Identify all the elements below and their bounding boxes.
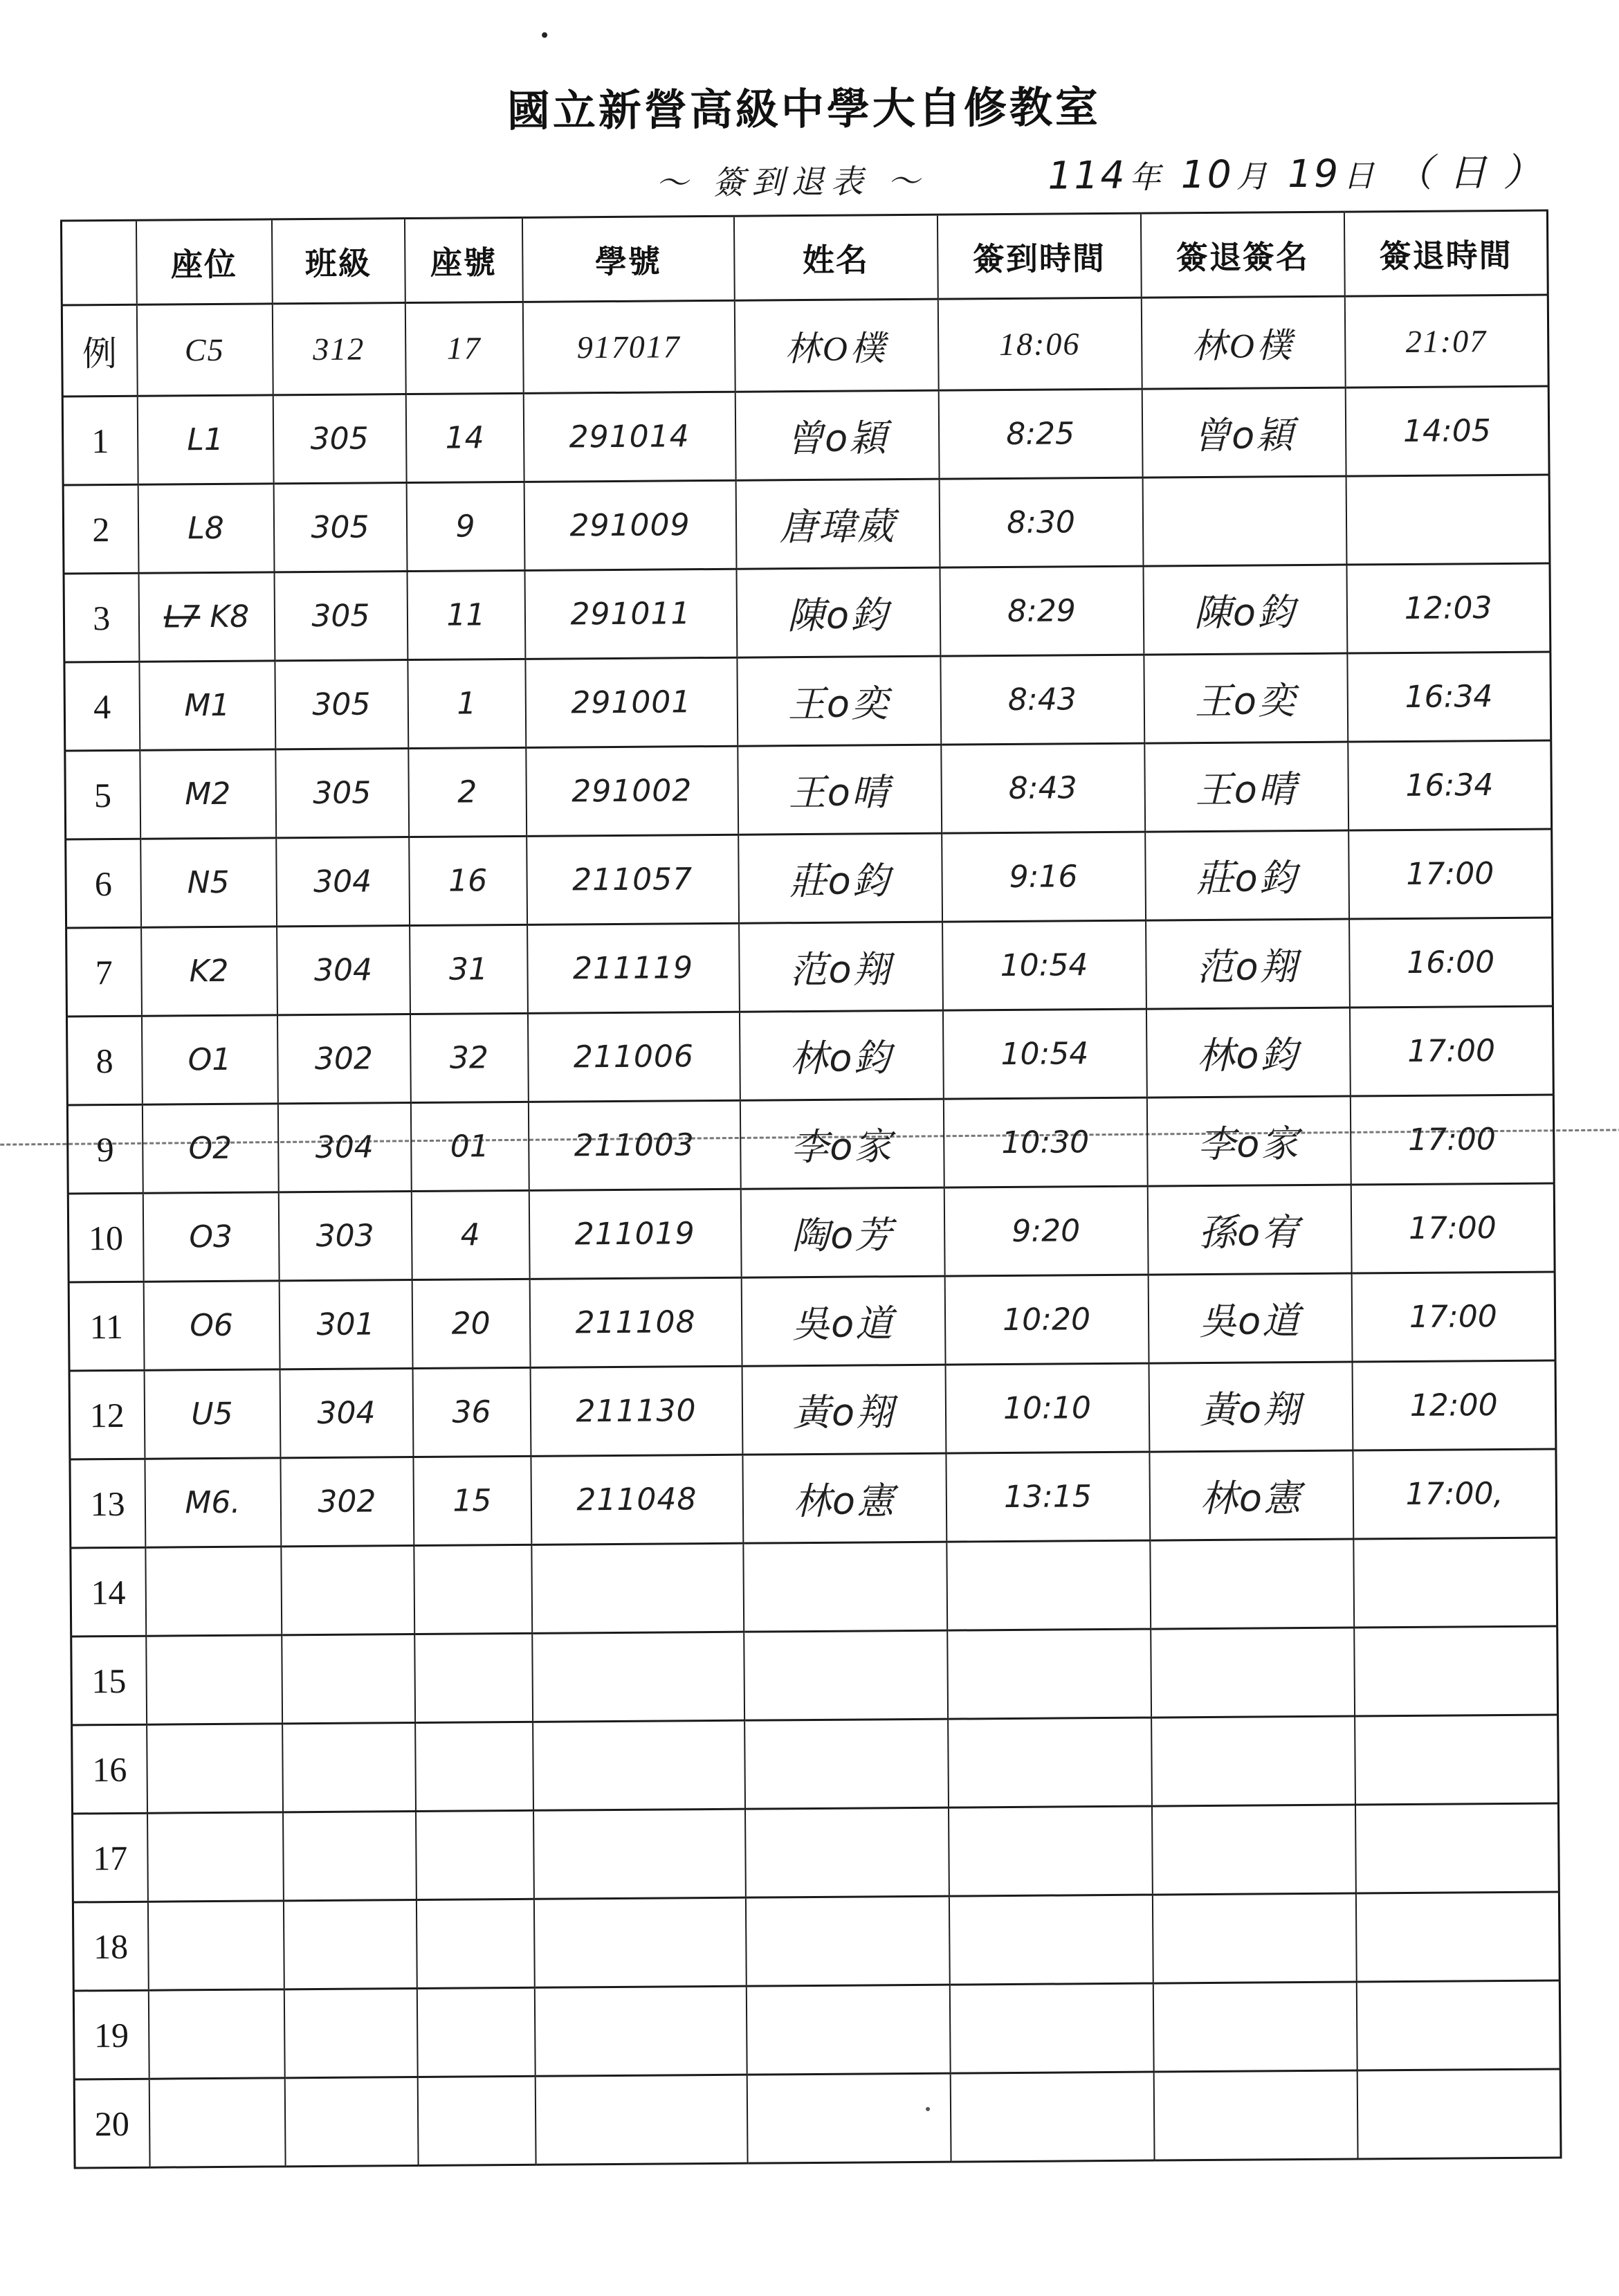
seat-cell: L8 — [138, 484, 274, 573]
row-number-cell: 1 — [62, 396, 138, 485]
row-number-cell: 6 — [66, 839, 141, 928]
table-row — [74, 2069, 1561, 2168]
name-cell: 唐瑋葳 — [735, 479, 940, 569]
row-number-cell: 3 — [64, 573, 139, 662]
example-row — [62, 295, 1548, 397]
seat-cell: L1 — [137, 395, 273, 484]
class-cell: 301 — [279, 1280, 412, 1369]
class-cell — [283, 1900, 417, 1989]
sign-out-time-cell — [1354, 1626, 1558, 1716]
sign-out-time-cell: 16:00 — [1349, 918, 1553, 1008]
row-number-cell: 5 — [65, 750, 140, 839]
seat-cell: M1 — [139, 661, 275, 750]
sign-out-time-cell: 16:34 — [1347, 652, 1551, 742]
row-number-cell: 16 — [72, 1724, 147, 1814]
row-number-cell: 14 — [71, 1547, 146, 1637]
seat-no-cell: 4 — [411, 1190, 529, 1279]
class-cell — [283, 1812, 417, 1901]
table-row — [67, 1095, 1554, 1194]
class-cell: 305 — [274, 572, 408, 661]
table-row — [70, 1449, 1557, 1548]
class-cell: 304 — [277, 1103, 411, 1192]
sign-out-name-cell: 王o晴 — [1144, 742, 1348, 832]
student-id-cell: 211108 — [529, 1277, 742, 1367]
sign-in-cell — [947, 1629, 1151, 1719]
name-cell: 林O樸 — [734, 299, 938, 392]
student-id-cell — [535, 2075, 747, 2165]
row-number-cell: 18 — [73, 1902, 148, 1991]
student-id-cell: 211048 — [531, 1455, 743, 1545]
header-cell-name: 姓名 — [733, 215, 937, 300]
student-id-cell — [533, 1897, 746, 1987]
sign-out-name-cell: 林O樸 — [1141, 296, 1345, 389]
sign-in-cell: 10:10 — [945, 1363, 1149, 1453]
seat-cell — [146, 1635, 282, 1724]
student-id-cell — [531, 1543, 744, 1633]
table-row — [66, 918, 1553, 1017]
row-number-cell: 11 — [68, 1282, 144, 1371]
seat-value: K8 — [210, 599, 250, 635]
class-cell — [282, 1723, 416, 1812]
seat-cell: O2 — [142, 1104, 278, 1193]
sign-in-cell: 9:16 — [942, 832, 1146, 922]
seat-no-cell: 17 — [405, 302, 523, 394]
sign-out-name-cell: 莊o鈞 — [1145, 830, 1349, 920]
row-number-cell: 19 — [73, 1990, 149, 2079]
seat-no-cell — [416, 1899, 534, 1988]
seat-no-cell — [417, 2076, 536, 2165]
sign-in-cell: 8:43 — [940, 655, 1144, 745]
sign-out-time-cell: 17:00, — [1353, 1449, 1557, 1539]
sign-in-cell — [950, 2072, 1154, 2162]
sign-in-cell: 10:30 — [943, 1097, 1147, 1187]
seat-no-cell: 01 — [410, 1102, 529, 1191]
sign-out-name-cell: 吳o道 — [1148, 1273, 1352, 1363]
name-cell: 王o晴 — [738, 745, 942, 835]
table-row — [68, 1272, 1555, 1371]
class-cell — [282, 1634, 415, 1724]
class-cell: 304 — [277, 926, 410, 1015]
class-cell: 302 — [277, 1014, 410, 1104]
class-cell — [284, 2077, 418, 2166]
name-cell: 陶o芳 — [740, 1187, 944, 1277]
seat-cell: O1 — [141, 1015, 277, 1104]
sign-in-cell: 13:15 — [946, 1452, 1150, 1542]
date-year-unit: 年 — [1129, 158, 1161, 196]
sign-out-name-cell: 曾o穎 — [1142, 388, 1346, 477]
class-cell: 305 — [275, 749, 409, 838]
sign-in-out-table-wrap — [60, 210, 1560, 2169]
header-cell-sign-out-time: 簽退時間 — [1344, 210, 1548, 296]
seat-cell: N5 — [140, 838, 277, 927]
sign-in-cell: 10:54 — [942, 920, 1146, 1010]
student-id-cell: 291002 — [526, 746, 738, 836]
student-id-cell — [533, 1720, 745, 1810]
name-cell: 林o鈞 — [739, 1010, 943, 1100]
name-cell — [745, 1807, 949, 1897]
table-row — [71, 1538, 1557, 1637]
seat-no-cell — [417, 1987, 535, 2077]
sign-in-cell: 8:30 — [939, 477, 1143, 567]
header-cell-sign-in-time: 簽到時間 — [937, 213, 1141, 299]
seat-cell — [149, 2078, 285, 2167]
seat-no-cell: 31 — [410, 924, 528, 1014]
sign-out-time-cell — [1355, 1803, 1559, 1893]
table-row — [68, 1183, 1555, 1282]
seat-cell — [147, 1724, 283, 1813]
sign-out-time-cell: 17:00 — [1349, 1006, 1553, 1096]
seat-cell: C5 — [136, 304, 273, 396]
sign-out-time-cell: 16:34 — [1348, 740, 1552, 830]
header-cell-seat: 座位 — [136, 219, 272, 304]
seat-no-cell: 15 — [413, 1456, 531, 1545]
sign-in-cell — [946, 1540, 1151, 1630]
header-cell-sign-out-name: 簽退簽名 — [1140, 212, 1344, 298]
table-row — [73, 1892, 1559, 1991]
sign-out-time-cell — [1346, 475, 1550, 565]
sign-in-cell: 10:20 — [944, 1275, 1149, 1365]
seat-cell: O3 — [143, 1192, 279, 1282]
table-row — [69, 1360, 1556, 1459]
class-cell — [281, 1546, 414, 1635]
sign-out-time-cell — [1357, 2069, 1561, 2159]
sign-in-cell: 9:20 — [944, 1186, 1148, 1276]
class-cell: 305 — [273, 483, 407, 572]
sign-out-name-cell: 林o憲 — [1149, 1450, 1353, 1540]
name-cell — [747, 2073, 951, 2163]
sign-out-name-cell: 孫o宥 — [1147, 1185, 1351, 1275]
student-id-cell: 211019 — [529, 1189, 741, 1279]
sign-out-name-cell: 王o奕 — [1144, 653, 1348, 743]
table-row — [73, 1803, 1559, 1902]
row-number-cell: 2 — [63, 484, 138, 574]
table-row — [64, 563, 1551, 662]
sign-out-time-cell — [1355, 1715, 1559, 1805]
seat-no-cell: 2 — [408, 747, 527, 837]
seat-cell: O6 — [143, 1281, 280, 1370]
student-id-cell: 291014 — [523, 392, 735, 482]
row-number-cell: 9 — [67, 1104, 143, 1194]
page-title: 國立新營高級中學大自修教室 — [506, 84, 1101, 136]
sign-out-name-cell: 李o家 — [1146, 1096, 1351, 1186]
seat-no-cell: 11 — [407, 570, 525, 659]
student-id-cell — [532, 1632, 744, 1722]
name-cell — [743, 1542, 947, 1632]
sign-in-cell — [949, 1983, 1153, 2073]
name-cell: 李o家 — [740, 1099, 944, 1189]
class-cell: 303 — [278, 1192, 412, 1281]
date-day-unit: 日 — [1342, 157, 1375, 194]
name-cell: 陳o鈞 — [736, 567, 940, 657]
rows-body — [62, 386, 1561, 2168]
sign-out-time-cell: 14:05 — [1345, 386, 1549, 476]
student-id-cell: 211057 — [527, 835, 739, 924]
seat-no-cell — [416, 1810, 534, 1899]
seat-no-cell — [414, 1545, 532, 1634]
date-day: 19 — [1287, 151, 1341, 197]
seat-no-cell: 20 — [412, 1279, 530, 1368]
student-id-cell: 291009 — [524, 480, 736, 570]
sign-in-cell: 10:54 — [942, 1009, 1146, 1099]
seat-cell — [145, 1547, 282, 1636]
class-cell: 305 — [275, 660, 408, 749]
name-cell — [746, 1985, 950, 2075]
date-month: 10 — [1180, 152, 1234, 197]
student-id-cell: 917017 — [522, 300, 735, 393]
row-number-cell: 15 — [71, 1636, 147, 1725]
class-cell: 305 — [273, 394, 406, 484]
sign-out-time-cell: 17:00 — [1351, 1272, 1555, 1362]
seat-no-cell: 14 — [405, 393, 524, 482]
student-id-cell: 291011 — [524, 569, 737, 659]
class-cell — [284, 1989, 417, 2078]
sign-out-time-cell: 17:00 — [1348, 829, 1553, 919]
name-cell: 曾o穎 — [735, 390, 939, 480]
sign-out-name-cell: 林o鈞 — [1146, 1008, 1350, 1097]
seat-cell — [148, 1989, 284, 2079]
sign-out-name-cell — [1142, 476, 1346, 566]
name-cell: 莊o鈞 — [738, 833, 942, 923]
row-number-cell: 7 — [66, 927, 142, 1017]
row-number-cell: 8 — [66, 1016, 142, 1105]
sign-out-time-cell: 17:00 — [1351, 1183, 1555, 1273]
seat-crossed-value: L7 — [163, 599, 201, 635]
form-subtitle: ～ 簽到退表 ～ — [655, 162, 927, 203]
table-row — [66, 1006, 1553, 1105]
date-year: 114 — [1048, 152, 1127, 198]
handwritten-date — [1048, 142, 1544, 200]
table-row — [64, 652, 1551, 751]
sign-out-name-cell — [1151, 1805, 1355, 1895]
seat-no-cell: 1 — [408, 659, 526, 748]
table-row — [62, 386, 1549, 485]
student-id-cell — [533, 1809, 746, 1899]
name-cell — [744, 1630, 948, 1720]
sign-out-name-cell: 陳o鈞 — [1143, 565, 1347, 655]
sign-out-name-cell: 范o翔 — [1146, 919, 1350, 1009]
sign-in-cell: 8:29 — [940, 566, 1144, 656]
sign-in-cell: 8:25 — [938, 389, 1142, 479]
row-number-cell: 20 — [74, 2079, 149, 2168]
student-id-cell: 291001 — [525, 657, 738, 747]
header-cell-corner — [61, 220, 136, 305]
seat-no-cell: 9 — [406, 482, 524, 571]
sign-out-time-cell — [1353, 1538, 1557, 1628]
seat-no-cell — [414, 1633, 533, 1722]
name-cell — [744, 1719, 949, 1809]
seat-cell: M6. — [145, 1458, 281, 1547]
date-weekday: （ 日 ） — [1394, 149, 1544, 196]
name-cell: 王o奕 — [737, 656, 941, 746]
subheader — [0, 141, 1614, 215]
sign-in-cell — [948, 1806, 1152, 1896]
sign-in-out-table — [60, 210, 1562, 2169]
sign-out-name-cell — [1150, 1539, 1354, 1629]
sign-out-time-cell — [1355, 1892, 1559, 1982]
sign-out-time-cell: 17:00 — [1350, 1095, 1554, 1185]
sign-out-time-cell: 21:07 — [1344, 295, 1548, 388]
student-id-cell — [534, 1986, 747, 2076]
class-cell: 304 — [276, 837, 410, 927]
seat-no-cell: 36 — [412, 1367, 531, 1457]
seat-cell: M2 — [140, 749, 276, 839]
table-row — [72, 1715, 1559, 1814]
table-row — [66, 829, 1553, 928]
student-id-cell: 211119 — [527, 923, 740, 1013]
sign-in-cell — [948, 1718, 1152, 1807]
row-number-cell: 17 — [73, 1813, 148, 1902]
scan-speck — [542, 33, 547, 38]
row-number-cell: 12 — [69, 1370, 145, 1459]
name-cell: 吳o道 — [741, 1276, 945, 1366]
name-cell — [745, 1896, 949, 1986]
sign-out-name-cell: 黃o翔 — [1149, 1362, 1353, 1452]
header-cell-student-id: 學號 — [522, 216, 734, 302]
row-number-cell: 10 — [68, 1193, 143, 1282]
seat-cell — [147, 1812, 284, 1902]
name-cell: 黃o翔 — [742, 1365, 946, 1455]
header-cell-class: 班級 — [271, 219, 405, 304]
class-cell: 312 — [272, 303, 405, 395]
student-id-cell: 211006 — [527, 1012, 740, 1102]
row-number-cell: 13 — [70, 1459, 145, 1548]
header-row — [61, 210, 1548, 305]
seat-no-cell: 16 — [409, 836, 527, 925]
sign-out-name-cell — [1152, 1893, 1356, 1983]
student-id-cell: 211003 — [528, 1100, 740, 1190]
table-row — [65, 740, 1552, 839]
row-number-cell: 4 — [64, 662, 140, 751]
seat-no-cell: 32 — [410, 1013, 528, 1102]
sign-out-time-cell — [1356, 1980, 1560, 2070]
table-row — [71, 1626, 1558, 1725]
sign-out-name-cell — [1151, 1716, 1355, 1806]
sign-in-cell: 18:06 — [937, 298, 1142, 390]
sign-out-name-cell — [1153, 2070, 1357, 2160]
class-cell: 302 — [280, 1457, 414, 1547]
seat-cell — [138, 572, 275, 662]
sign-in-cell: 8:43 — [941, 743, 1145, 833]
student-id-cell: 211130 — [530, 1366, 742, 1456]
table-row — [73, 1980, 1560, 2079]
sign-out-name-cell — [1151, 1628, 1355, 1718]
seat-no-cell — [415, 1722, 533, 1811]
sign-out-name-cell — [1153, 1982, 1357, 2072]
date-month-unit: 月 — [1236, 158, 1268, 195]
class-cell: 304 — [280, 1369, 413, 1458]
seat-cell — [147, 1901, 284, 1990]
sign-out-time-cell: 12:03 — [1346, 563, 1551, 653]
seat-cell: U5 — [144, 1369, 280, 1459]
sign-in-cell — [949, 1895, 1153, 1985]
sign-out-time-cell: 12:00 — [1352, 1360, 1556, 1450]
seat-cell: K2 — [141, 927, 277, 1016]
row-number-cell: 例 — [62, 304, 137, 397]
name-cell: 范o翔 — [739, 922, 943, 1012]
name-cell: 林o憲 — [742, 1453, 946, 1543]
table-row — [63, 475, 1550, 574]
header-cell-seat-no: 座號 — [404, 217, 522, 302]
